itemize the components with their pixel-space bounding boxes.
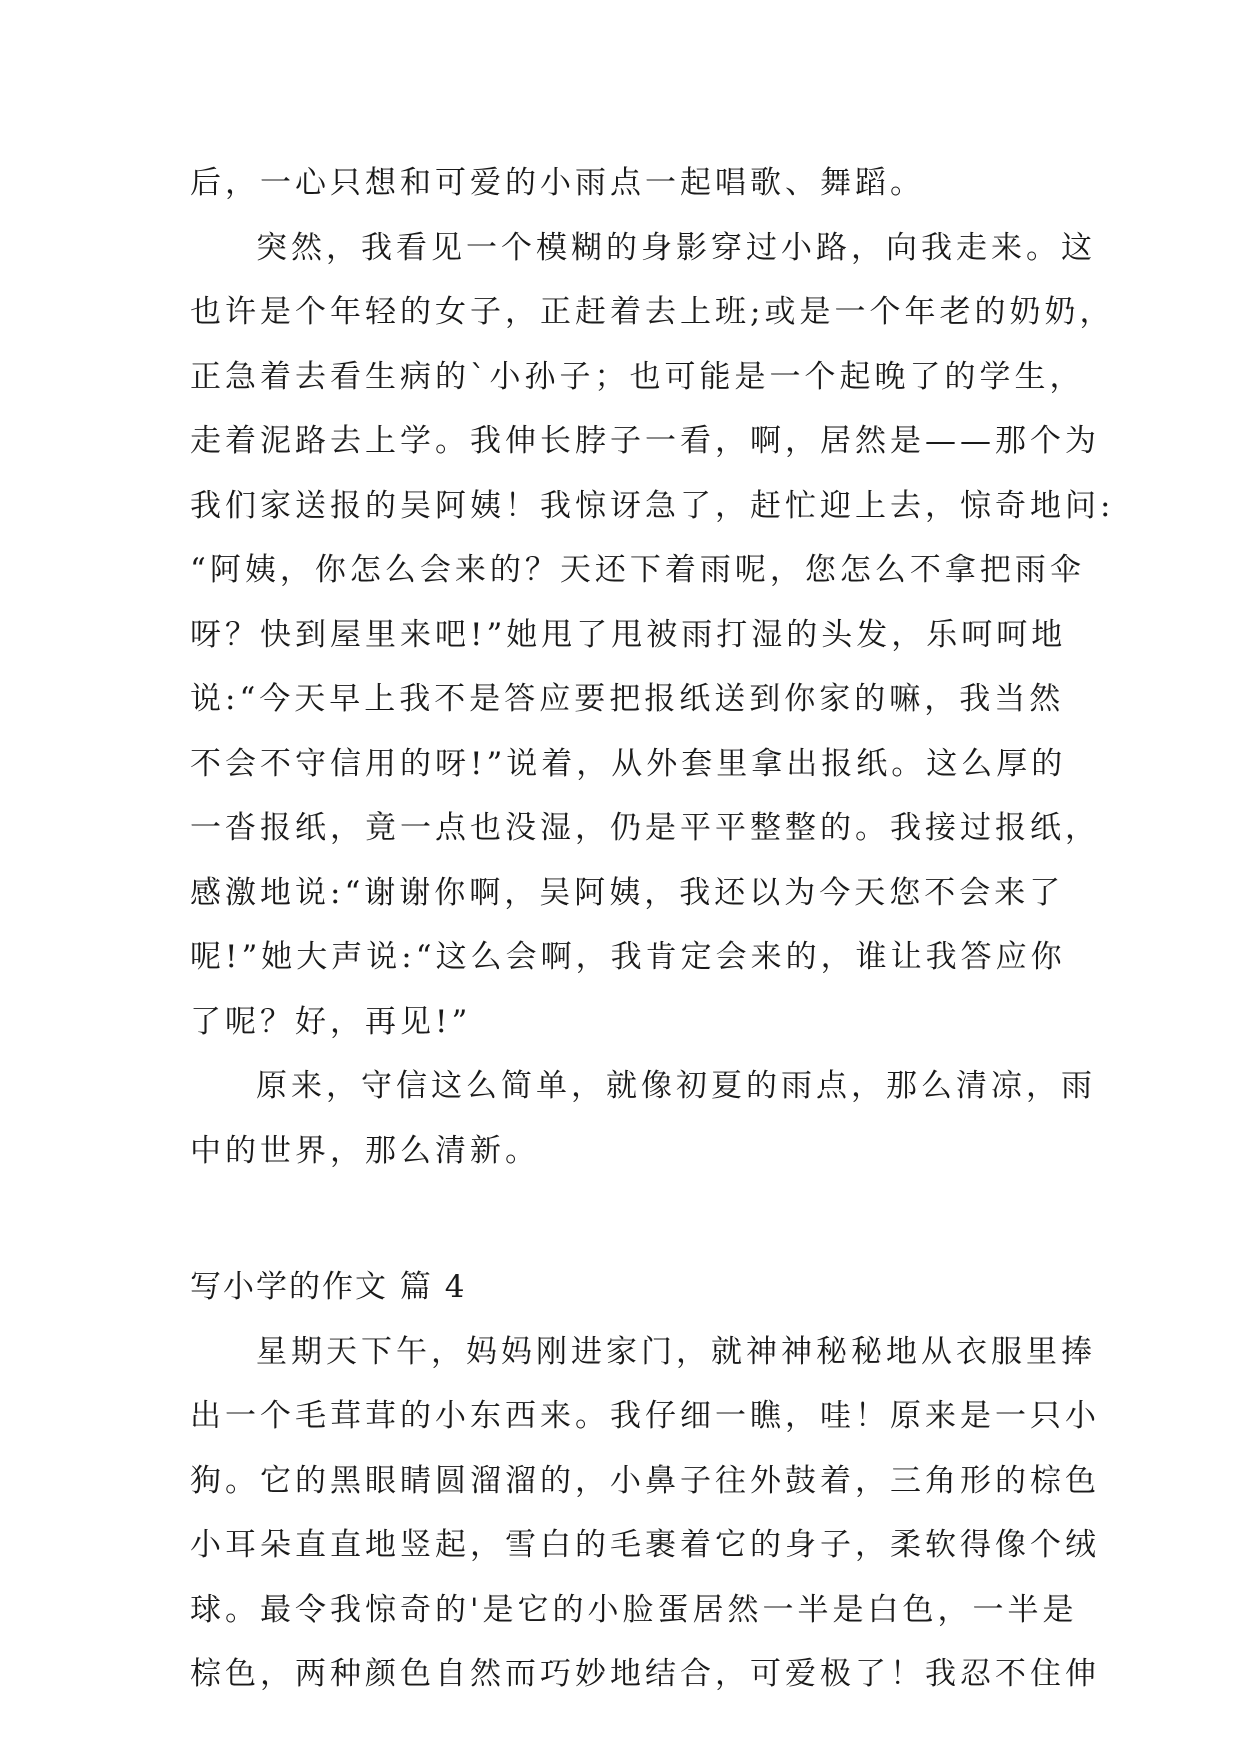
text-line: 后，一心只想和可爱的小雨点一起唱歌、舞蹈。: [190, 165, 925, 201]
text-line: 呀？快到屋里来吧!”她甩了甩被雨打湿的头发，乐呵呵地: [190, 617, 1067, 653]
text-line: 呢!”她大声说:“这么会啊，我肯定会来的，谁让我答应你: [190, 939, 1066, 975]
text-line: 我们家送报的吴阿姨！我惊讶急了，赶忙迎上去，惊奇地问:: [190, 488, 1115, 524]
text-line: 也许是个年轻的女子，正赶着去上班;或是一个年老的奶奶，: [190, 294, 1115, 330]
text-line: 原来，守信这么简单，就像初夏的雨点，那么清凉，雨: [256, 1068, 1096, 1104]
text-line: 棕色，两种颜色自然而巧妙地结合，可爱极了！我忍不住伸: [190, 1656, 1100, 1692]
text-line: 了呢？好，再见!”: [190, 1004, 472, 1040]
text-line: 不会不守信用的呀!”说着，从外套里拿出报纸。这么厚的: [190, 746, 1067, 782]
text-line: 出一个毛茸茸的小东西来。我仔细一瞧，哇！原来是一只小: [190, 1398, 1100, 1434]
text-line: 中的世界，那么清新。: [190, 1133, 540, 1169]
text-line: 狗。它的黑眼睛圆溜溜的，小鼻子往外鼓着，三角形的棕色: [190, 1463, 1100, 1499]
text-line: 说:“今天早上我不是答应要把报纸送到你家的嘛，我当然: [190, 681, 1065, 717]
text-line: 感激地说:“谢谢你啊，吴阿姨，我还以为今天您不会来了: [190, 875, 1065, 911]
text-line: 走着泥路去上学。我伸长脖子一看，啊，居然是——那个为: [190, 423, 1100, 459]
text-line: “阿姨，你怎么会来的？天还下着雨呢，您怎么不拿把雨伞: [190, 552, 1085, 588]
text-line: 正急着去看生病的`小孙子；也可能是一个起晚了的学生，: [190, 359, 1085, 395]
text-line: 星期天下午，妈妈刚进家门，就神神秘秘地从衣服里捧: [256, 1334, 1096, 1370]
text-line: 突然，我看见一个模糊的身影穿过小路，向我走来。这: [256, 230, 1096, 266]
text-line: 球。最令我惊奇的'是它的小脸蛋居然一半是白色，一半是: [190, 1592, 1078, 1628]
text-line: 小耳朵直直地竖起，雪白的毛裹着它的身子，柔软得像个绒: [190, 1527, 1100, 1563]
text-line: 一沓报纸，竟一点也没湿，仍是平平整整的。我接过报纸，: [190, 810, 1100, 846]
section-heading: 写小学的作文 篇 4: [190, 1269, 467, 1305]
